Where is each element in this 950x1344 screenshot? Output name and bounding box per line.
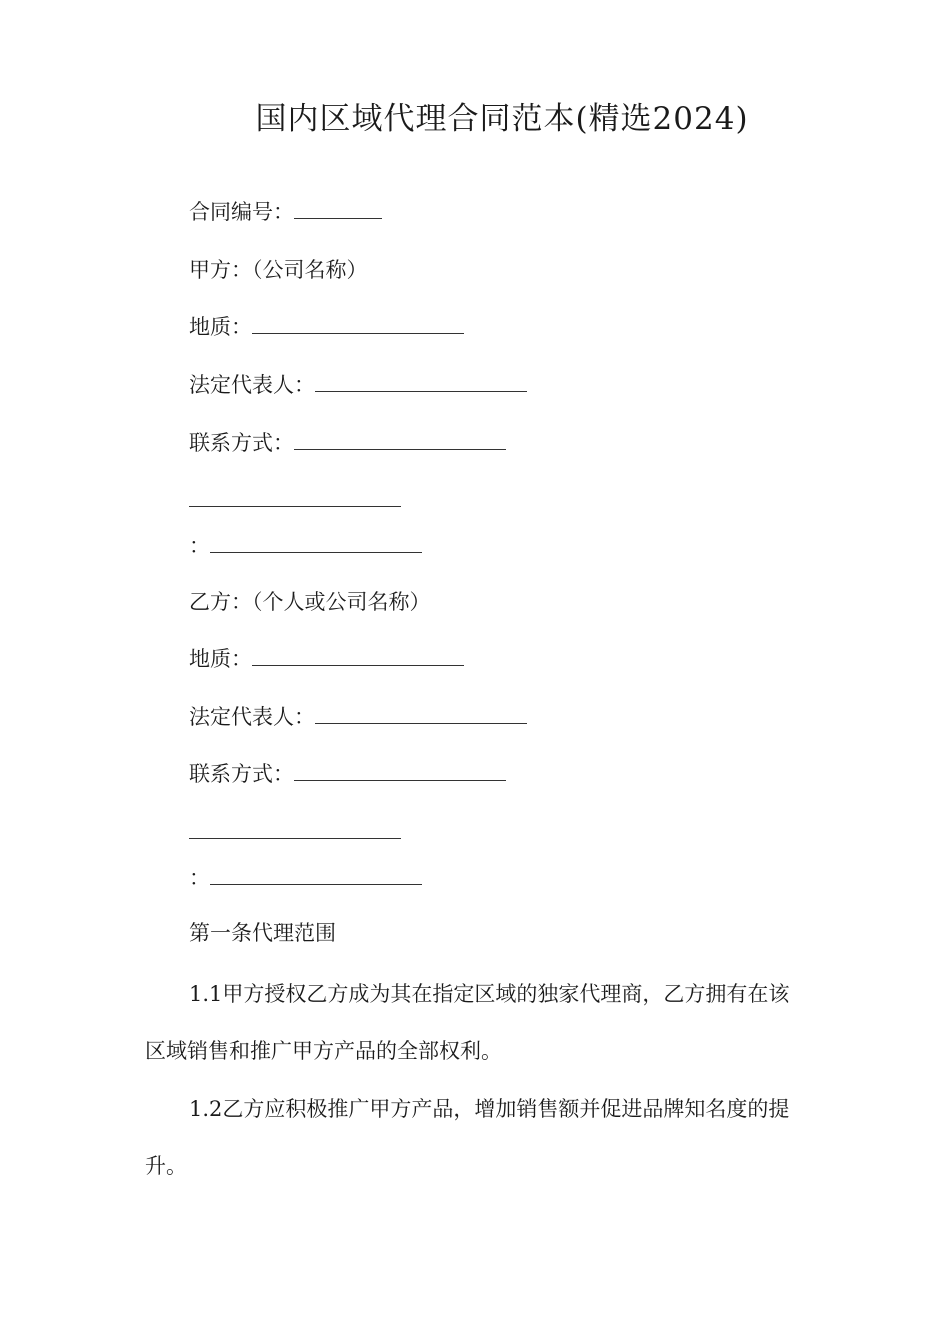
- party-a-name: 甲方：（公司名称）: [189, 258, 368, 282]
- party-a-rep-label: 法定代表人：: [189, 373, 315, 397]
- party-a-address-label: 地质：: [189, 315, 252, 339]
- article-1-heading: 第一条代理范围: [189, 921, 336, 945]
- party-a-extra-blank-row: [189, 488, 401, 513]
- party-a-address-row: [189, 315, 464, 340]
- contract-number-row: [189, 200, 382, 225]
- party-b-contact-row: [189, 762, 506, 787]
- party-a-colon-row: [189, 534, 422, 559]
- contract-number-label: 合同编号：: [189, 200, 294, 224]
- party-a-contact-label: 联系方式：: [189, 431, 294, 455]
- party-a-extra-blank: [189, 488, 401, 507]
- party-a-contact-blank: [294, 431, 506, 450]
- party-b-address-blank: [252, 647, 464, 666]
- party-b-contact-blank: [294, 762, 506, 781]
- party-b-rep-label: 法定代表人：: [189, 705, 315, 729]
- party-b-address-row: [189, 647, 464, 672]
- party-b-extra-blank: [189, 820, 401, 839]
- party-a-address-blank: [252, 315, 464, 334]
- party-b-rep-row: [189, 705, 527, 730]
- clause-1-2: 1.2乙方应积极推广甲方产品，增加销售额并促进品牌知名度的提升。: [145, 1097, 790, 1178]
- party-a-rep-blank: [315, 373, 527, 392]
- party-b-address-label: 地质：: [189, 647, 252, 671]
- party-a-rep-row: [189, 373, 527, 398]
- document-title: 国内区域代理合同范本(精选2024): [255, 101, 749, 137]
- party-a-colon-label: ：: [189, 534, 210, 558]
- party-b-colon-label: ：: [189, 866, 210, 890]
- clause-1-1: 1.1甲方授权乙方成为其在指定区域的独家代理商，乙方拥有在该区域销售和推广甲方产品的全部权利。: [145, 982, 790, 1063]
- contract-number-blank: [294, 200, 382, 219]
- party-b-name: 乙方：（个人或公司名称）: [189, 590, 431, 614]
- party-a-contact-row: [189, 431, 506, 456]
- party-b-colon-row: [189, 866, 422, 891]
- party-b-contact-label: 联系方式：: [189, 762, 294, 786]
- party-a-colon-blank: [210, 534, 422, 553]
- party-b-rep-blank: [315, 705, 527, 724]
- party-b-extra-blank-row: [189, 820, 401, 845]
- party-b-colon-blank: [210, 866, 422, 885]
